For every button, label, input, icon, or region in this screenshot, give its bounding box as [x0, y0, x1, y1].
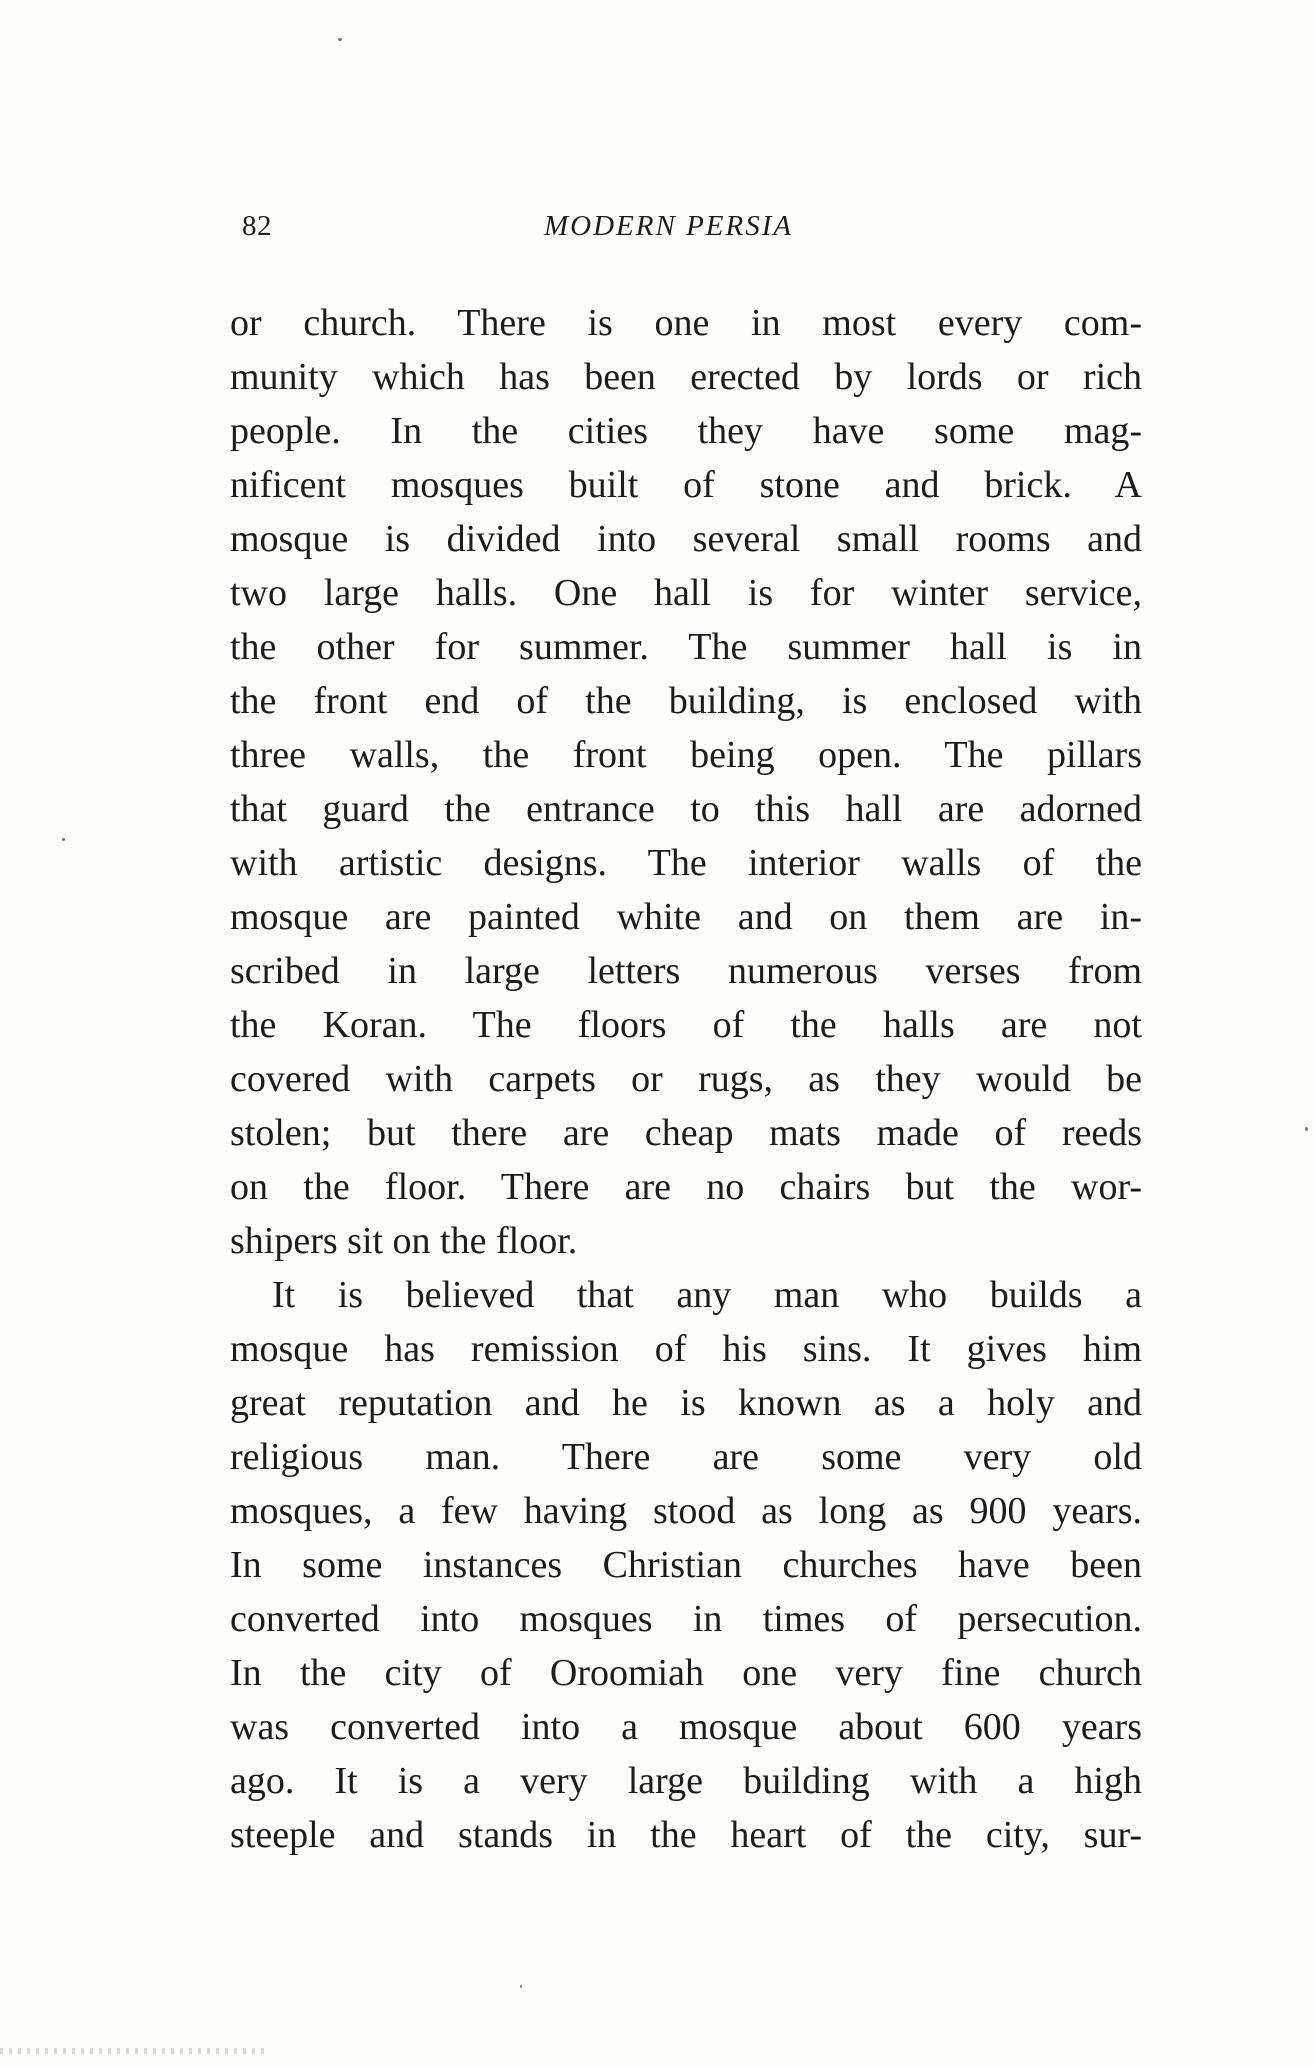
text-line: with artistic designs. The interior walls of the	[230, 842, 1142, 884]
text-line: the front end of the building, is enclosed with	[230, 680, 1142, 722]
text-line: stolen; but there are cheap mats made of reeds	[230, 1112, 1142, 1154]
text-line: covered with carpets or rugs, as they would be	[230, 1058, 1142, 1100]
text-line: three walls, the front being open. The pillars	[230, 734, 1142, 776]
paragraph-2	[230, 1268, 1142, 1862]
scan-speck	[520, 1985, 522, 1988]
text-line: people. In the cities they have some mag-	[230, 410, 1142, 452]
text-line: mosque are painted white and on them are in-	[230, 896, 1142, 938]
text-line: or church. There is one in most every com-	[230, 302, 1142, 344]
text-line: converted into mosques in times of persecution.	[230, 1598, 1142, 1640]
paragraph-1	[230, 296, 1142, 1268]
scan-speck	[1305, 1127, 1308, 1131]
text-line: the other for summer. The summer hall is in	[230, 626, 1142, 668]
running-title: MODERN PERSIA	[544, 210, 794, 242]
text-line: In the city of Oroomiah one very fine church	[230, 1652, 1142, 1694]
text-line: shipers sit on the floor.	[230, 1220, 578, 1262]
text-line: mosques, a few having stood as long as 900 years.	[230, 1490, 1142, 1532]
text-line: great reputation and he is known as a holy and	[230, 1382, 1142, 1424]
scan-noise	[0, 2048, 270, 2054]
text-line: steeple and stands in the heart of the city, sur-	[230, 1814, 1142, 1856]
text-line: In some instances Christian churches have been	[230, 1544, 1142, 1586]
text-line: ago. It is a very large building with a high	[230, 1760, 1142, 1802]
text-line: nificent mosques built of stone and brick. A	[230, 464, 1142, 506]
text-line: two large halls. One hall is for winter service,	[230, 572, 1142, 614]
text-line: mosque has remission of his sins. It gives him	[230, 1328, 1142, 1370]
text-line: mosque is divided into several small rooms and	[230, 518, 1142, 560]
body-text	[230, 296, 1142, 1862]
text-line: that guard the entrance to this hall are adorned	[230, 788, 1142, 830]
text-line: on the floor. There are no chairs but the wor-	[230, 1166, 1142, 1208]
text-line: religious man. There are some very old	[230, 1436, 1142, 1478]
text-line: scribed in large letters numerous verses from	[230, 950, 1142, 992]
page-number: 82	[242, 210, 272, 242]
text-line: the Koran. The floors of the halls are not	[230, 1004, 1142, 1046]
text-line: was converted into a mosque about 600 years	[230, 1706, 1142, 1748]
running-head	[242, 210, 1142, 250]
text-line: munity which has been erected by lords or rich	[230, 356, 1142, 398]
scan-speck	[62, 838, 65, 841]
scan-speck	[338, 38, 342, 41]
text-line: It is believed that any man who builds a	[272, 1274, 1142, 1316]
